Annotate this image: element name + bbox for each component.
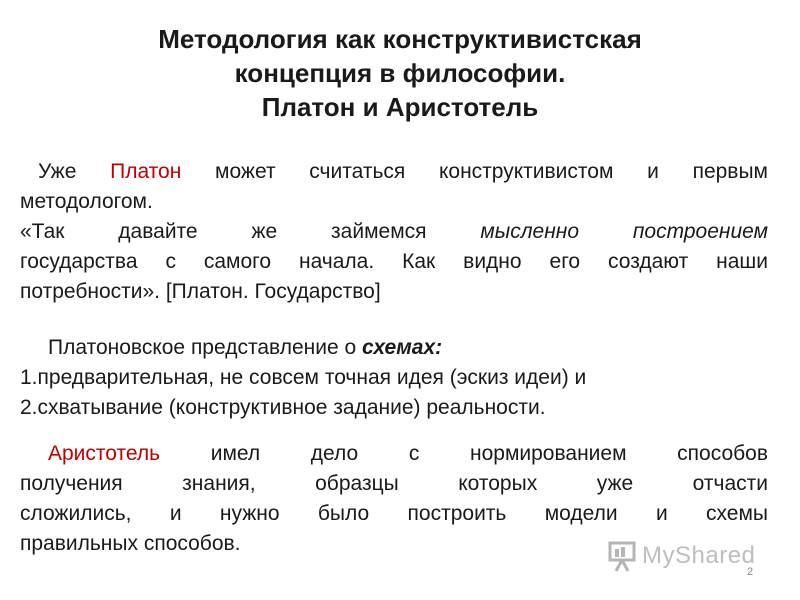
- text: может считаться конструктивистом и первым: [181, 160, 768, 183]
- text: Платоновское представление о: [48, 336, 362, 359]
- text: Уже: [38, 160, 111, 183]
- para1-line-1: [20, 157, 768, 187]
- paragraph-plato: [20, 157, 768, 307]
- text: имел дело с нормированием способов: [160, 442, 768, 465]
- name-aristotle: Аристотель: [48, 442, 161, 465]
- title-line-2: концепция в философии.: [234, 58, 566, 88]
- para1-line-2: методологом.: [20, 190, 153, 213]
- page-number: 2: [746, 566, 754, 578]
- title-line-1: Методология как конструктивистская: [158, 24, 642, 54]
- para3-line-4: правильных способов.: [20, 532, 241, 555]
- list-item-2: 2.схватывание (конструктивное задание) реальности.: [20, 396, 546, 419]
- watermark-text: MyShared: [642, 542, 756, 569]
- list-item-1: 1.предварительная, не совсем точная идея (эскиз идеи) и: [20, 366, 587, 389]
- para3-line-1: [20, 439, 768, 469]
- para1-line-4: государства с самого начала. Как видно его создают наши: [20, 250, 768, 273]
- para1-line-5: потребности». [Платон. Государство]: [20, 280, 381, 303]
- para1-line-3: [20, 217, 768, 247]
- text: «Так давайте же займемся: [20, 220, 481, 243]
- italic-phrase: мысленно построением: [480, 220, 768, 243]
- para2-line-1: [20, 333, 768, 363]
- title-line-3: Платон и Аристотель: [261, 92, 539, 122]
- name-plato: Платон: [110, 160, 182, 183]
- para3-line-3: сложились, и нужно было построить модели и схемы: [20, 502, 768, 525]
- para3-line-2: получения знания, образцы которых уже отчасти: [20, 472, 768, 495]
- presentation-board-icon: [608, 540, 636, 572]
- paragraph-schemes: [20, 333, 768, 423]
- schemes-term: схемах:: [362, 336, 443, 359]
- slide-title: [0, 22, 800, 124]
